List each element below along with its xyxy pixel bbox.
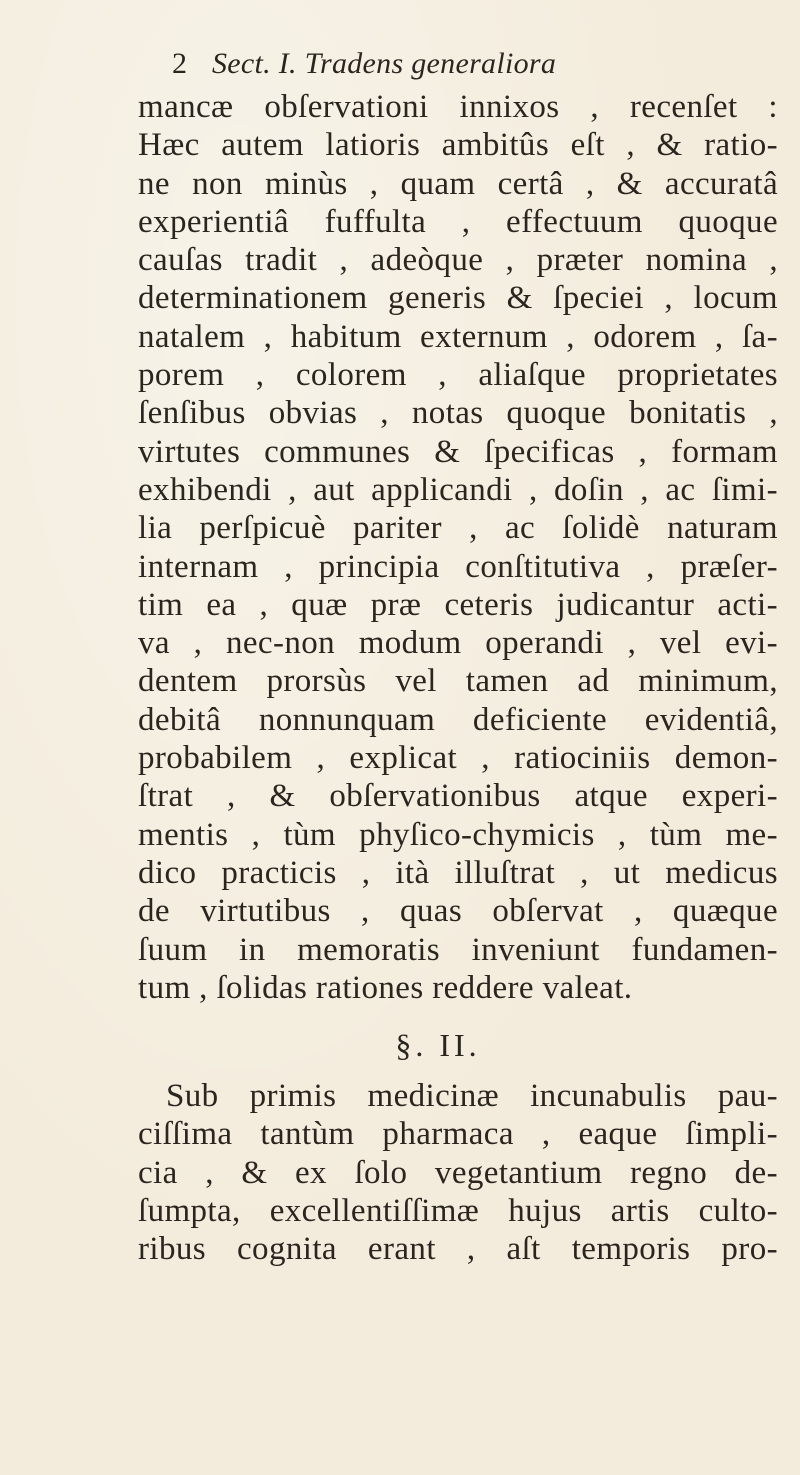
paragraph-1 — [138, 88, 778, 1007]
text-line: debitâ nonnunquam deficiente evidentiâ, — [138, 701, 778, 738]
text-line: exhibendi , aut applicandi , doſin , ac ſimi- — [138, 471, 778, 508]
text-line: va , nec-non modum operandi , vel evi- — [138, 625, 778, 662]
text-line: ſuum in memoratis inveniunt fundamen- — [138, 931, 778, 968]
main-text — [138, 88, 778, 1269]
text-line: experientiâ fuffulta , effectuum quoque — [138, 203, 778, 240]
text-line: lia perſpicuè pariter , ac ſolidè naturam — [138, 510, 778, 547]
text-line: ſumpta, excellentiſſimæ hujus artis culto- — [138, 1193, 778, 1230]
text-line: virtutes communes & ſpecificas , formam — [138, 433, 778, 470]
text-line: probabilem , explicat , ratiociniis demon- — [138, 740, 778, 777]
text-line: porem , colorem , aliaſque proprietates — [138, 357, 778, 394]
text-line: determinationem generis & ſpeciei , locum — [138, 280, 778, 317]
text-line: cauſas tradit , adeòque , præter nomina , — [138, 242, 778, 279]
text-line: tum , ſolidas rationes reddere valeat. — [138, 969, 633, 1006]
running-title: Sect. I. Tradens generaliora — [212, 47, 557, 80]
text-line: internam , principia conſtitutiva , præſer- — [138, 548, 778, 585]
text-line: ribus cognita erant , aſt temporis pro- — [138, 1231, 778, 1268]
text-line: ſtrat , & obſervationibus atque experi- — [138, 778, 778, 815]
page-number: 2 — [172, 47, 187, 80]
text-line: dico practicis , ità illuſtrat , ut medicus — [138, 854, 778, 891]
section-heading: §. II. — [395, 1027, 481, 1064]
text-line: tim ea , quæ præ ceteris judicantur acti- — [138, 586, 778, 623]
text-line: cia , & ex ſolo vegetantium regno de- — [138, 1154, 778, 1191]
running-header — [172, 44, 692, 84]
text-line: ſenſibus obvias , notas quoque bonitatis , — [138, 395, 778, 432]
text-line: mancæ obſervationi innixos , recenſet : — [138, 89, 778, 125]
paragraph-2 — [138, 1077, 778, 1268]
text-line: dentem prorsùs vel tamen ad minimum, — [138, 663, 778, 700]
text-line: ne non minùs , quam certâ , & accuratâ — [138, 165, 778, 202]
text-line: de virtutibus , quas obſervat , quæque — [138, 893, 778, 930]
text-line: mentis , tùm phyſico-chymicis , tùm me- — [138, 816, 778, 853]
text-line: Sub primis medicinæ incunabulis pau- — [166, 1078, 778, 1115]
text-line: ciſſima tantùm pharmaca , eaque ſimpli- — [138, 1116, 778, 1153]
text-line: Hæc autem latioris ambitûs eſt , & ratio- — [138, 127, 778, 164]
text-line: natalem , habitum externum , odorem , ſa- — [138, 318, 778, 355]
